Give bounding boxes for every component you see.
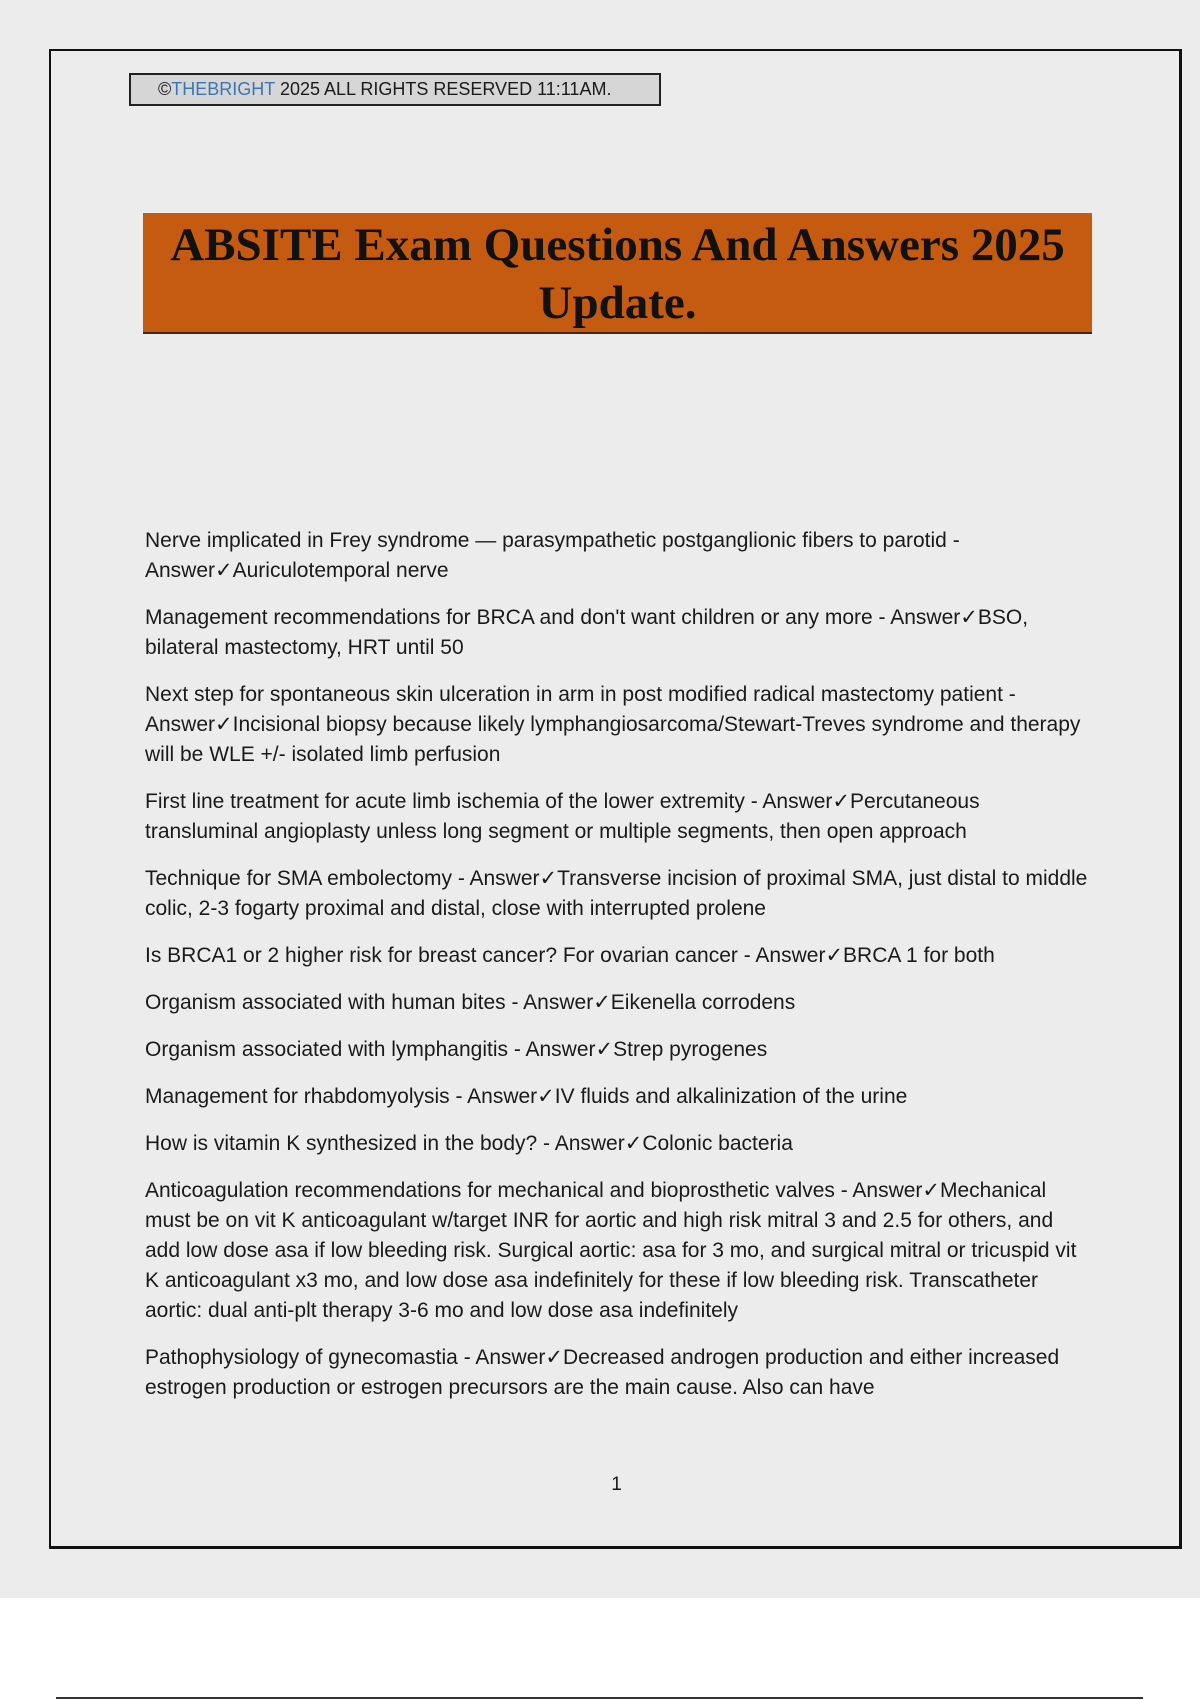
qa-item: Pathophysiology of gynecomastia - Answer✓Decreased androgen production and either increased estrogen production or estrogen precursors are the main cause. Also can have [145, 1346, 1060, 1399]
brand-name: THEBRIGHT [171, 79, 275, 99]
qa-item: Management for rhabdomyolysis - Answer✓IV fluids and alkalinization of the urine [145, 1085, 908, 1108]
qa-item: Organism associated with human bites - Answer✓Eikenella corrodens [145, 991, 796, 1014]
qa-item: Technique for SMA embolectomy - Answer✓Transverse incision of proximal SMA, just distal to middle colic, 2-3 fogarty proximal and distal, close with interrupted prolene [145, 867, 1088, 920]
qa-item: First line treatment for acute limb ischemia of the lower extremity - Answer✓Percutaneous transluminal angioplasty unless long segment or multiple segments, then open approach [145, 790, 980, 843]
page-number: 1 [611, 1474, 622, 1495]
qa-item: Anticoagulation recommendations for mechanical and bioprosthetic valves - Answer✓Mechanical must be on vit K anticoagulant w/target INR for aortic and high risk mitral 3 and 2.5 for others, and add low dose asa if low bleeding risk. Surgical aortic: asa for 3 mo, and surgical mitral or tricuspid vit K anticoagulant x3 mo, and low dose asa indefinitely for these if low bleeding risk. Transcatheter aortic: dual anti-plt therapy 3-6 mo and low dose asa indefinitely [145, 1179, 1077, 1322]
qa-item: Organism associated with lymphangitis - Answer✓Strep pyrogenes [145, 1038, 768, 1061]
qa-item: Is BRCA1 or 2 higher risk for breast cancer? For ovarian cancer - Answer✓BRCA 1 for both [145, 944, 995, 967]
copyright-header [129, 73, 661, 106]
next-page-divider [56, 1697, 1143, 1699]
copyright-symbol: © [158, 79, 172, 99]
qa-list [145, 526, 1090, 1420]
copyright-text: 2025 ALL RIGHTS RESERVED 11:11AM. [274, 79, 612, 99]
qa-item: Next step for spontaneous skin ulceration in arm in post modified radical mastectomy patient - Answer✓Incisional biopsy because likely lymphangiosarcoma/Stewart-Treves syndrome and therapy will be WLE +/- isolated limb perfusion [145, 683, 1081, 766]
qa-item: Management recommendations for BRCA and don't want children or any more - Answer✓BSO, bilateral mastectomy, HRT until 50 [145, 606, 1029, 659]
document-title: ABSITE Exam Questions And Answers 2025 Update. [143, 213, 1092, 334]
qa-item: Nerve implicated in Frey syndrome — parasympathetic postganglionic fibers to parotid - Answer✓Auriculotemporal nerve [145, 529, 960, 582]
qa-item: How is vitamin K synthesized in the body? - Answer✓Colonic bacteria [145, 1132, 793, 1155]
